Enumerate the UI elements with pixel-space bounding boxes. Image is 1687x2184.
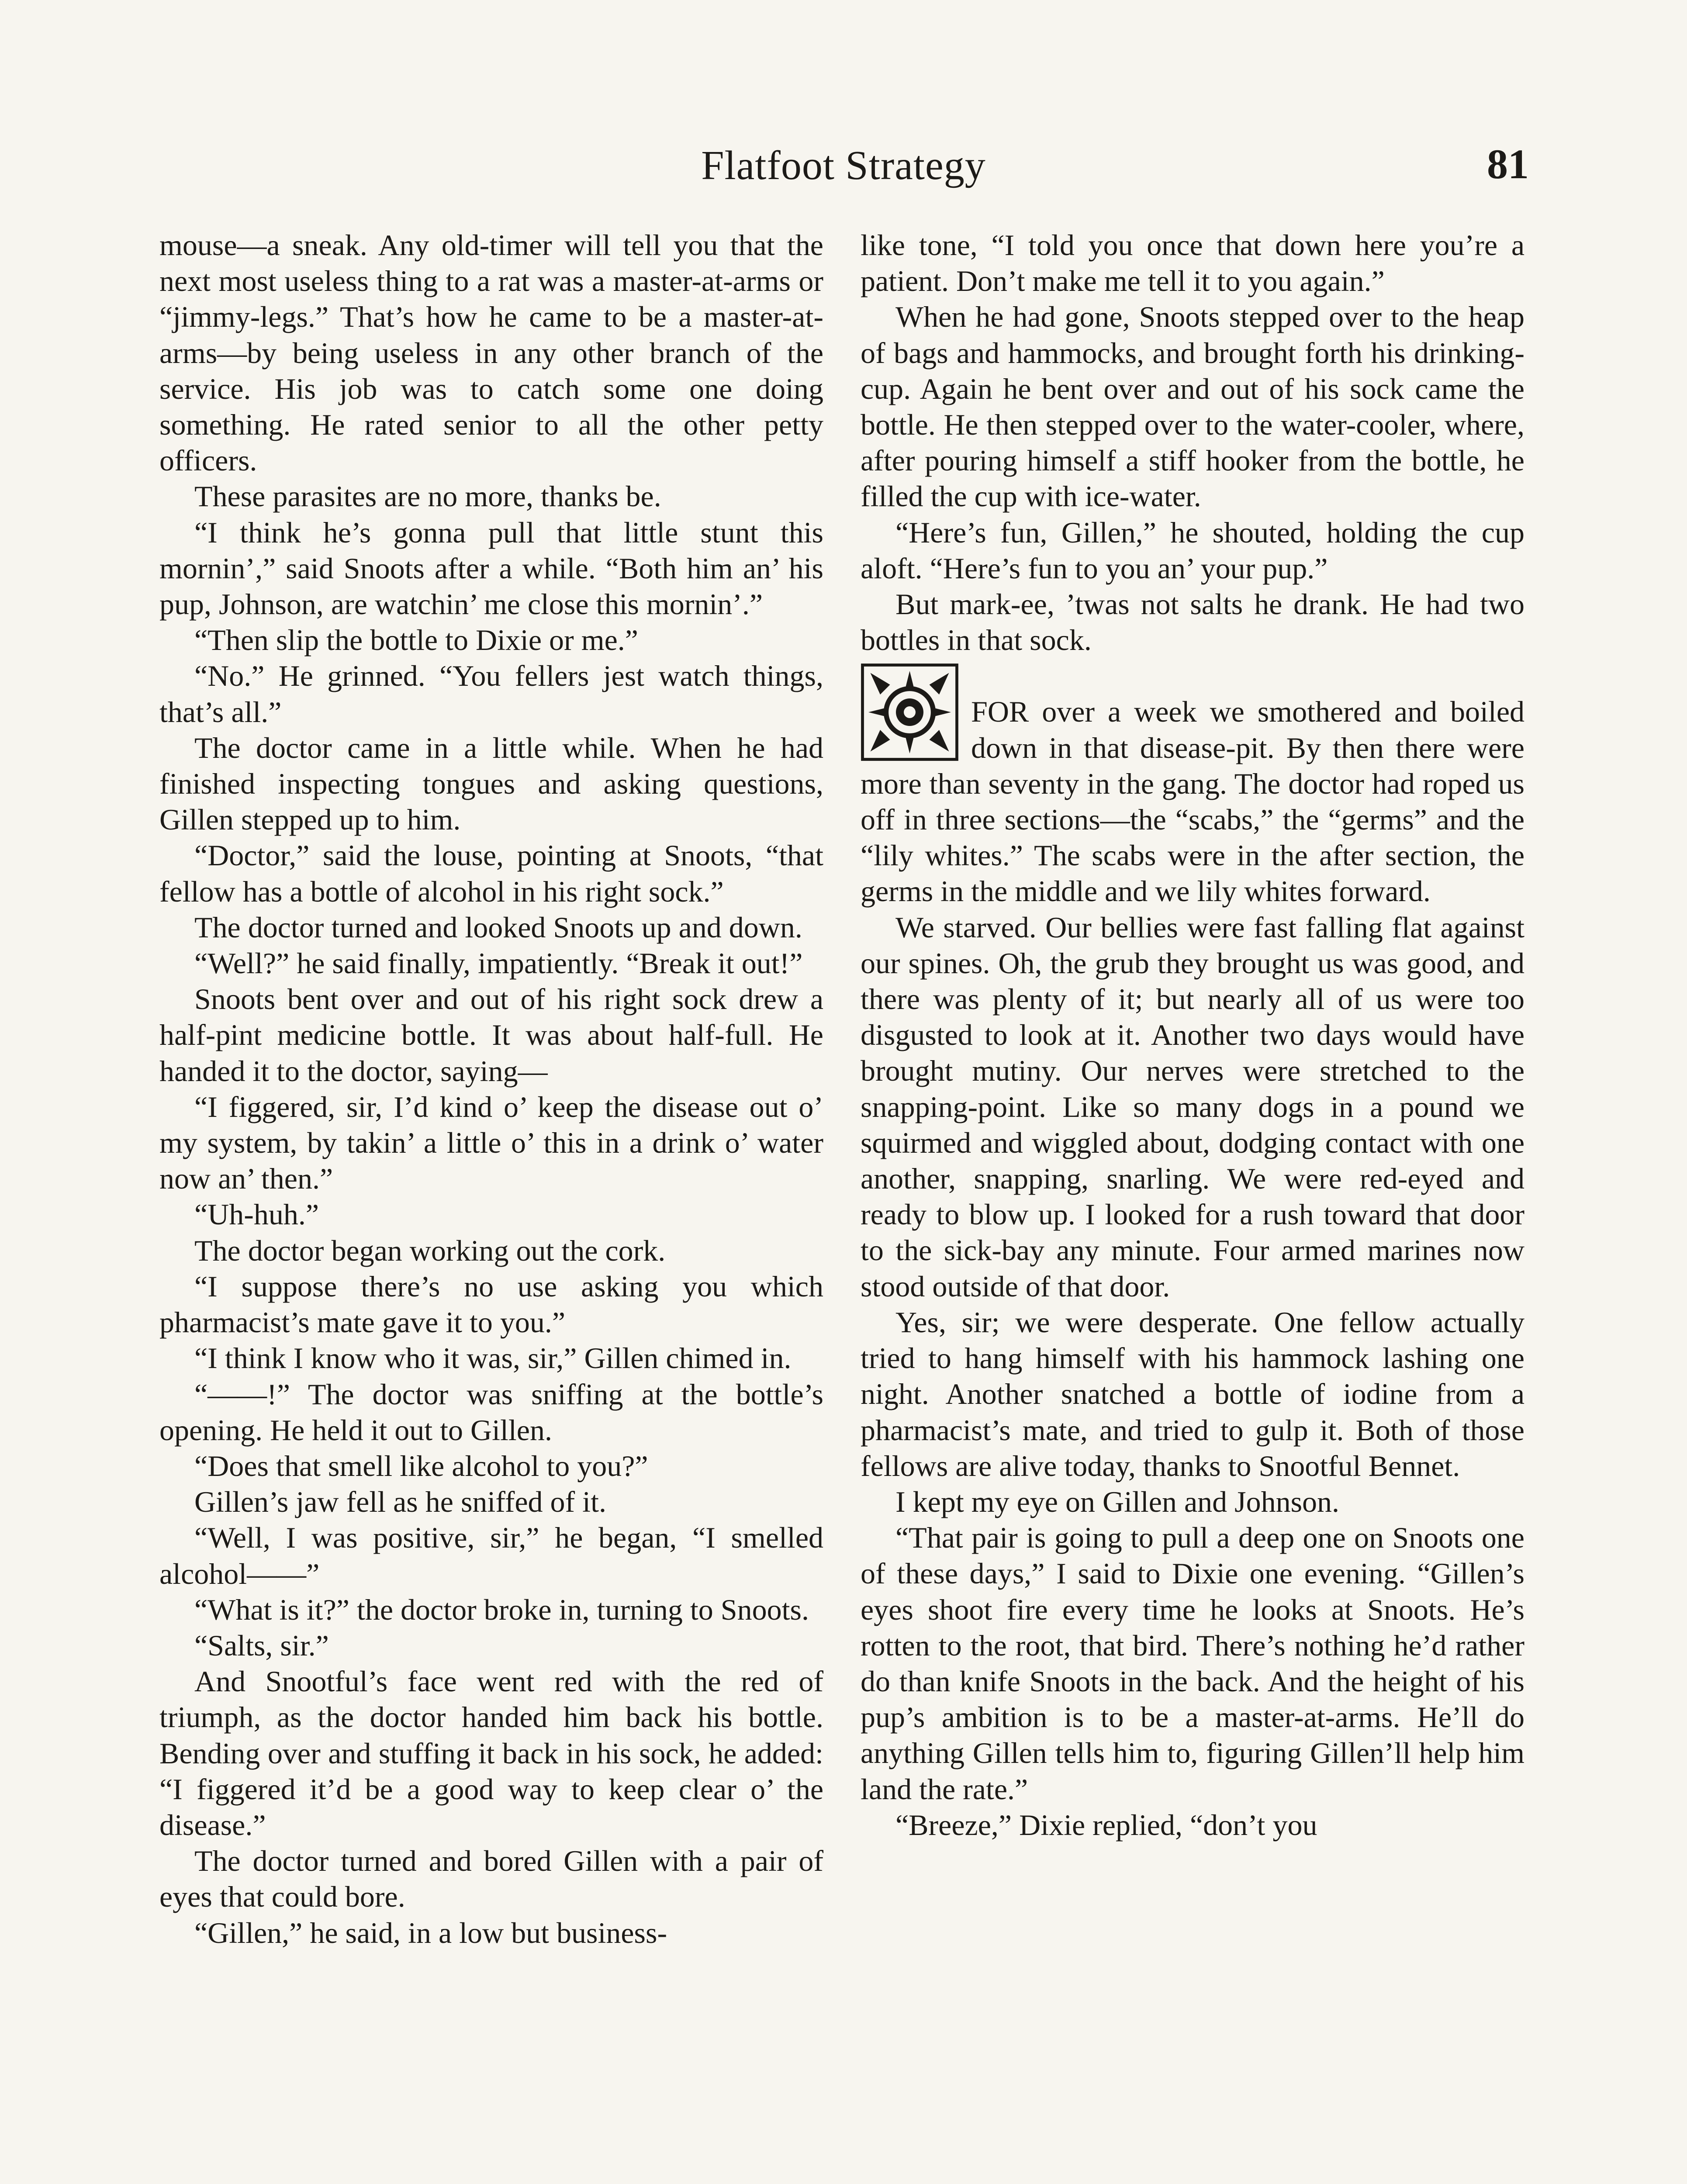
paragraph: Gillen’s jaw fell as he sniffed of it.: [194, 1485, 606, 1519]
paragraph: The doctor began working out the cork.: [194, 1234, 666, 1267]
paragraph: “Salts, sir.”: [194, 1628, 329, 1662]
paragraph: “I think I know who it was, sir,” Gillen chimed in.: [194, 1341, 792, 1375]
paragraph: When he had gone, Snoots stepped over to the heap of bags and hammocks, and brought forth his drinking-cup. Again he bent over and out of his sock came the bottle. He then stepped over to the water-cooler, where, after pouring himself a stiff hooker from the bottle, he filled the cup with ice-water.: [861, 300, 1525, 513]
paragraph: The doctor turned and looked Snoots up and down.: [194, 910, 802, 944]
paragraph: “I suppose there’s no use asking you which pharmacist’s mate gave it to you.”: [159, 1269, 823, 1339]
paragraph: mouse—a sneak. Any old-timer will tell you that the next most useless thing to a rat was a master-at-arms or “jimmy-legs.” That’s how he came to be a master-at-arms—by being useless in any other branch of the service. His job was to catch some one doing something. He rated senior to all the other petty officers.: [159, 228, 823, 477]
paragraph: “Well?” he said finally, impatiently. “Break it out!”: [194, 947, 803, 980]
paragraph: “I figgered, sir, I’d kind o’ keep the disease out o’ my system, by takin’ a little o’ this in a drink o’ water now an’ then.”: [159, 1090, 823, 1196]
paragraph: Snoots bent over and out of his right sock drew a half-pint medicine bottle. It was about half-full. He handed it to the doctor, saying—: [159, 982, 823, 1088]
paragraph: “Gillen,” he said, in a low but business-: [194, 1916, 667, 1949]
paragraph: “That pair is going to pull a deep one on Snoots one of these days,” I said to Dixie one evening. “Gillen’s eyes shoot fire every time he looks at Snoots. He’s rotten to the root, that bird. There’s nothing he’d rather do than knife Snoots in the back. And the height of his pup’s ambition is to be a master-at-arms. He’ll do anything Gillen tells him to, figuring Gillen’ll help him land the rate.”: [861, 1521, 1525, 1806]
paragraph: We starved. Our bellies were fast falling flat against our spines. Oh, the grub they brought us was good, and there was plenty of it; but nearly all of us were too disgusted to look at it. Another two days would have brought mutiny. Our nerves were stretched to the snapping-point. Like so many dogs in a pound we squirmed and wiggled about, dodging contact with one another, snapping, snarling. We were red-eyed and ready to blow up. I looked for a rush toward that door to the sick-bay any minute. Four armed marines now stood outside of that door.: [861, 910, 1525, 1303]
paragraph: “No.” He grinned. “You fellers jest watch things, that’s all.”: [159, 659, 823, 729]
paragraph: “Breeze,” Dixie replied, “don’t you: [895, 1808, 1317, 1842]
paragraph: “Does that smell like alcohol to you?”: [194, 1449, 648, 1482]
running-title: Flatfoot Strategy: [701, 143, 986, 188]
paragraph: “What is it?” the doctor broke in, turning to Snoots.: [194, 1593, 809, 1626]
paragraph: Yes, sir; we were desperate. One fellow actually tried to hang himself with his hammock lashing one night. Another snatched a bottle of iodine from a pharmacist’s mate, and tried to gulp it. Both of those fellows are alive today, thanks to Snootful Bennet.: [861, 1305, 1525, 1482]
left-column: [159, 227, 823, 1951]
paragraph: “I think he’s gonna pull that little stunt this mornin’,” said Snoots after a while. “Both him an’ his pup, Johnson, are watchin’ me close this mornin’.”: [159, 515, 823, 621]
paragraph: The doctor came in a little while. When he had finished inspecting tongues and asking questions, Gillen stepped up to him.: [159, 731, 823, 836]
paragraph: like tone, “I told you once that down here you’re a patient. Don’t make me tell it to you again.”: [861, 228, 1525, 298]
page-number: 81: [1487, 141, 1529, 187]
paragraph: The doctor turned and bored Gillen with a pair of eyes that could bore.: [159, 1844, 823, 1914]
paragraph: “Doctor,” said the louse, pointing at Snoots, “that fellow has a bottle of alcohol in his right sock.”: [159, 839, 823, 908]
right-column: [861, 227, 1525, 1843]
paragraph: “Uh-huh.”: [194, 1198, 319, 1231]
paragraph: “——!” The doctor was sniffing at the bottle’s opening. He held it out to Gillen.: [159, 1377, 823, 1447]
paragraph: I kept my eye on Gillen and Johnson.: [895, 1485, 1340, 1518]
paragraph: “Well, I was positive, sir,” he began, “I smelled alcohol——”: [159, 1521, 823, 1590]
paragraph: But mark-ee, ’twas not salts he drank. He had two bottles in that sock.: [861, 587, 1525, 657]
paragraph: “Here’s fun, Gillen,” he shouted, holding the cup aloft. “Here’s fun to you an’ your pup.”: [861, 515, 1525, 585]
paragraph: “Then slip the bottle to Dixie or me.”: [194, 623, 638, 657]
paragraph: These parasites are no more, thanks be.: [194, 480, 661, 513]
paragraph: And Snootful’s face went red with the red of triumph, as the doctor handed him back his bottle. Bending over and stuffing it back in his sock, he added: “I figgered it’d be a good way to keep clear o’ the disease.”: [159, 1665, 823, 1842]
section-opening-paragraph: FOR over a week we smothered and boiled down in that disease-pit. By then there were more than seventy in the gang. The doctor had roped us off in three sections—the “scabs,” the “germs” and the “lily whites.” The scabs were in the after section, the germs in the middle and we lily whites forward.: [861, 695, 1525, 908]
section-break-ornament-icon: [861, 663, 959, 761]
